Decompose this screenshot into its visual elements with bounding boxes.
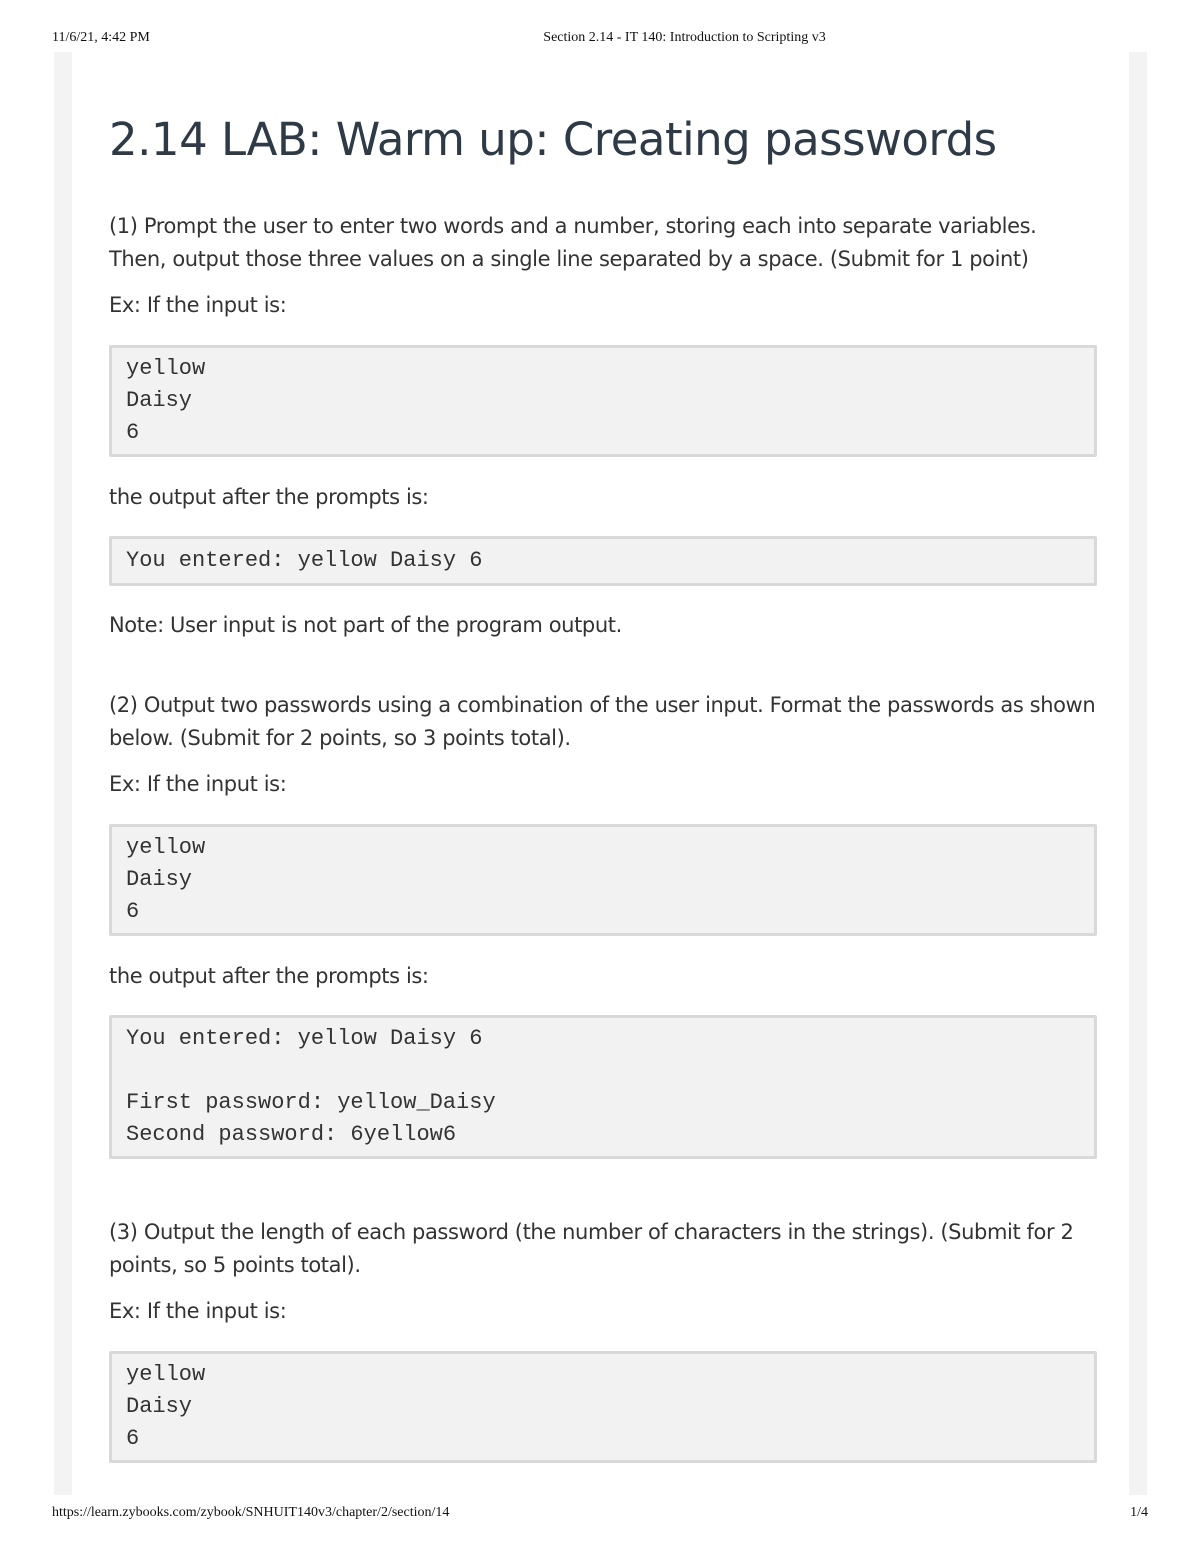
lab-content — [109, 110, 1097, 1487]
print-document-title: Section 2.14 - IT 140: Introduction to Scripting v3 — [543, 30, 826, 45]
page-gutter-right — [1129, 52, 1147, 1495]
part3-input-code-block: yellow Daisy 6 — [109, 1351, 1097, 1463]
page-gutter-left — [54, 52, 72, 1495]
print-footer — [0, 1505, 1200, 1525]
part1-input-code-block: yellow Daisy 6 — [109, 345, 1097, 457]
print-date: 11/6/21, 4:42 PM — [52, 30, 150, 45]
part3-instructions: (3) Output the length of each password (the number of characters in the strings). (Submit for 2 points, so 5 points total). — [109, 1220, 1074, 1277]
part2-instructions: (2) Output two passwords using a combination of the user input. Format the passwords as shown below. (Submit for 2 points, so 3 points total). — [109, 693, 1096, 750]
part3-example-intro: Ex: If the input is: — [109, 1299, 287, 1323]
part1-example-intro: Ex: If the input is: — [109, 293, 287, 317]
part2-output-intro: the output after the prompts is: — [109, 964, 429, 988]
print-url: https://learn.zybooks.com/zybook/SNHUIT140v3/chapter/2/section/14 — [52, 1505, 450, 1520]
page-title: 2.14 LAB: Warm up: Creating passwords — [109, 113, 997, 166]
print-page-number: 1/4 — [1130, 1505, 1148, 1520]
part1-output-intro: the output after the prompts is: — [109, 485, 429, 509]
print-header — [0, 30, 1200, 50]
part2-input-code-block: yellow Daisy 6 — [109, 824, 1097, 936]
part2-example-intro: Ex: If the input is: — [109, 772, 287, 796]
part1-output-code-block: You entered: yellow Daisy 6 — [109, 536, 1097, 586]
part1-note: Note: User input is not part of the program output. — [109, 613, 622, 637]
lab-part-1 — [109, 210, 1097, 642]
lab-part-3 — [109, 1216, 1097, 1463]
part2-output-code-block: You entered: yellow Daisy 6 First password: yellow_Daisy Second password: 6yellow6 — [109, 1015, 1097, 1159]
part1-instructions: (1) Prompt the user to enter two words and a number, storing each into separate variables. Then, output those three values on a single line separated by a space. (Submit for 1 point) — [109, 214, 1037, 271]
lab-part-2 — [109, 689, 1097, 1159]
